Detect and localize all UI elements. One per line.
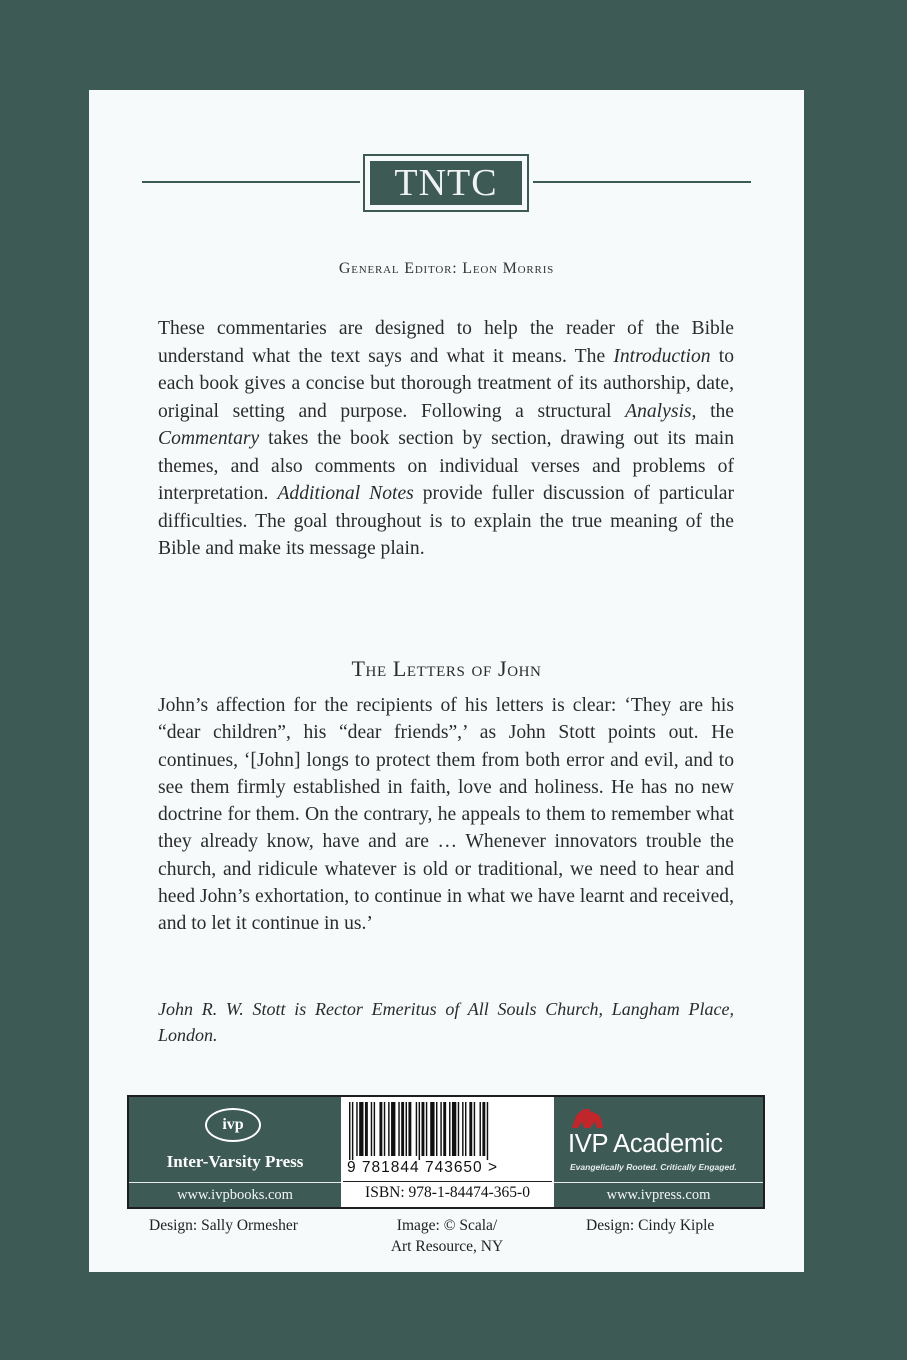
barcode-bar bbox=[352, 1102, 353, 1160]
barcode-bar bbox=[430, 1102, 434, 1156]
barcode-bar bbox=[398, 1102, 399, 1156]
ivp-academic-block bbox=[554, 1097, 763, 1207]
ivp-academic-url: www.ivpress.com bbox=[554, 1182, 763, 1207]
ivp-academic-name: IVP Academic bbox=[568, 1130, 723, 1158]
barcode-block bbox=[343, 1097, 552, 1207]
image-credit-line2: Art Resource, NY bbox=[390, 1238, 504, 1255]
barcode-bar bbox=[416, 1102, 417, 1156]
book-blurb: John’s affection for the recipients of his letters is clear: ‘They are his “dear children”, his “dear friends”,’ as John Stott points out. He continues, ‘[John] longs to protect them from both error and evil, and to see them firmly established in faith, love and holiness. He has no new doctrine for them. On the contrary, he appeals to them to remember what they already know, have and are … Whenever innovators trouble the church, and ridicule whatever is old or traditional, we need to hear and heed John’s exhortation, to continue in what we have learnt and received, and to let it continue in us.’ bbox=[158, 695, 734, 935]
description-segment: provide fuller discussion of particular difficulties. The goal throughout is to explain the true meaning of the Bible and make its message plain. bbox=[158, 483, 735, 559]
barcode-digits: 9 781844 743650 > bbox=[347, 1159, 499, 1176]
barcode-bar bbox=[391, 1102, 395, 1156]
series-description bbox=[158, 315, 734, 563]
barcode-bar bbox=[452, 1102, 456, 1156]
barcode-bar bbox=[436, 1102, 437, 1156]
barcode-bar bbox=[359, 1102, 363, 1156]
ivp-name: Inter-Varsity Press bbox=[166, 1152, 304, 1171]
barcode-image bbox=[349, 1102, 546, 1160]
general-editor: General Editor: Leon Morris bbox=[338, 260, 555, 277]
isbn-text: ISBN: 978-1-84474-365-0 bbox=[365, 1184, 530, 1201]
description-segment: Commentary bbox=[158, 428, 260, 449]
series-logo-text: TNTC bbox=[370, 161, 522, 205]
barcode-bar bbox=[487, 1102, 488, 1160]
barcode-bar bbox=[480, 1102, 481, 1156]
series-logo bbox=[363, 154, 529, 212]
image-credit-line1: Image: © Scala/ bbox=[396, 1217, 498, 1234]
barcode-bar bbox=[449, 1102, 450, 1156]
description-segment: Analysis bbox=[625, 400, 692, 422]
barcode-bar bbox=[469, 1102, 472, 1156]
barcode-bar bbox=[474, 1102, 475, 1156]
back-cover-panel bbox=[89, 90, 804, 1272]
ivp-url: www.ivpbooks.com bbox=[129, 1182, 341, 1207]
book-title: The Letters of John bbox=[351, 656, 542, 681]
description-segment: , the bbox=[691, 400, 735, 422]
isbn-divider bbox=[343, 1181, 552, 1182]
image-credit bbox=[373, 1215, 521, 1257]
barcode-bar bbox=[356, 1102, 357, 1156]
barcode-bar bbox=[384, 1102, 385, 1156]
publisher-barcode-box bbox=[127, 1095, 765, 1209]
ivp-logo-text: ivp bbox=[222, 1116, 244, 1133]
barcode-bar bbox=[482, 1102, 485, 1156]
ivp-academic-tagline: Evangelically Rooted. Critically Engaged. bbox=[570, 1162, 737, 1172]
barcode-bar bbox=[443, 1102, 446, 1156]
barcode-bar bbox=[349, 1102, 350, 1160]
design-credit-right: Design: Cindy Kiple bbox=[586, 1217, 715, 1234]
description-segment: takes the book section by section, drawing out its main themes, and also comments on individual verses and problems of interpretation. bbox=[158, 428, 734, 504]
barcode-bar bbox=[371, 1102, 372, 1156]
ivp-logo bbox=[205, 1108, 261, 1142]
description-segment: to each book gives a concise but thorough treatment of its authorship, date, original setting and purpose. Following a structural bbox=[158, 345, 735, 422]
description-segment: Additional Notes bbox=[277, 483, 414, 504]
lion-icon bbox=[570, 1108, 604, 1130]
barcode-bar bbox=[374, 1102, 375, 1156]
barcode-bar bbox=[388, 1102, 389, 1156]
barcode-bar bbox=[440, 1102, 441, 1156]
barcode-bar bbox=[462, 1102, 463, 1156]
design-credit-left: Design: Sally Ormesher bbox=[149, 1217, 298, 1234]
barcode-bar bbox=[426, 1102, 427, 1156]
header-rule-left bbox=[142, 181, 360, 183]
barcode-bar bbox=[422, 1102, 425, 1156]
barcode-bar bbox=[465, 1102, 466, 1156]
ivp-publisher-block bbox=[129, 1097, 341, 1207]
header-rule-right bbox=[533, 181, 751, 183]
barcode-bar bbox=[379, 1102, 382, 1156]
description-segment: These commentaries are designed to help the reader of the Bible understand what the text says and what it means. The bbox=[158, 318, 734, 367]
barcode-bar bbox=[419, 1102, 420, 1160]
barcode-bar bbox=[408, 1102, 411, 1156]
barcode-bar bbox=[458, 1102, 459, 1156]
barcode-bar bbox=[401, 1102, 404, 1156]
barcode-bar bbox=[406, 1102, 407, 1156]
author-bio: John R. W. Stott is Rector Emeritus of All Souls Church, Langham Place, London. bbox=[158, 999, 734, 1045]
barcode-bar bbox=[365, 1102, 368, 1156]
description-segment: Introduction bbox=[613, 345, 711, 367]
